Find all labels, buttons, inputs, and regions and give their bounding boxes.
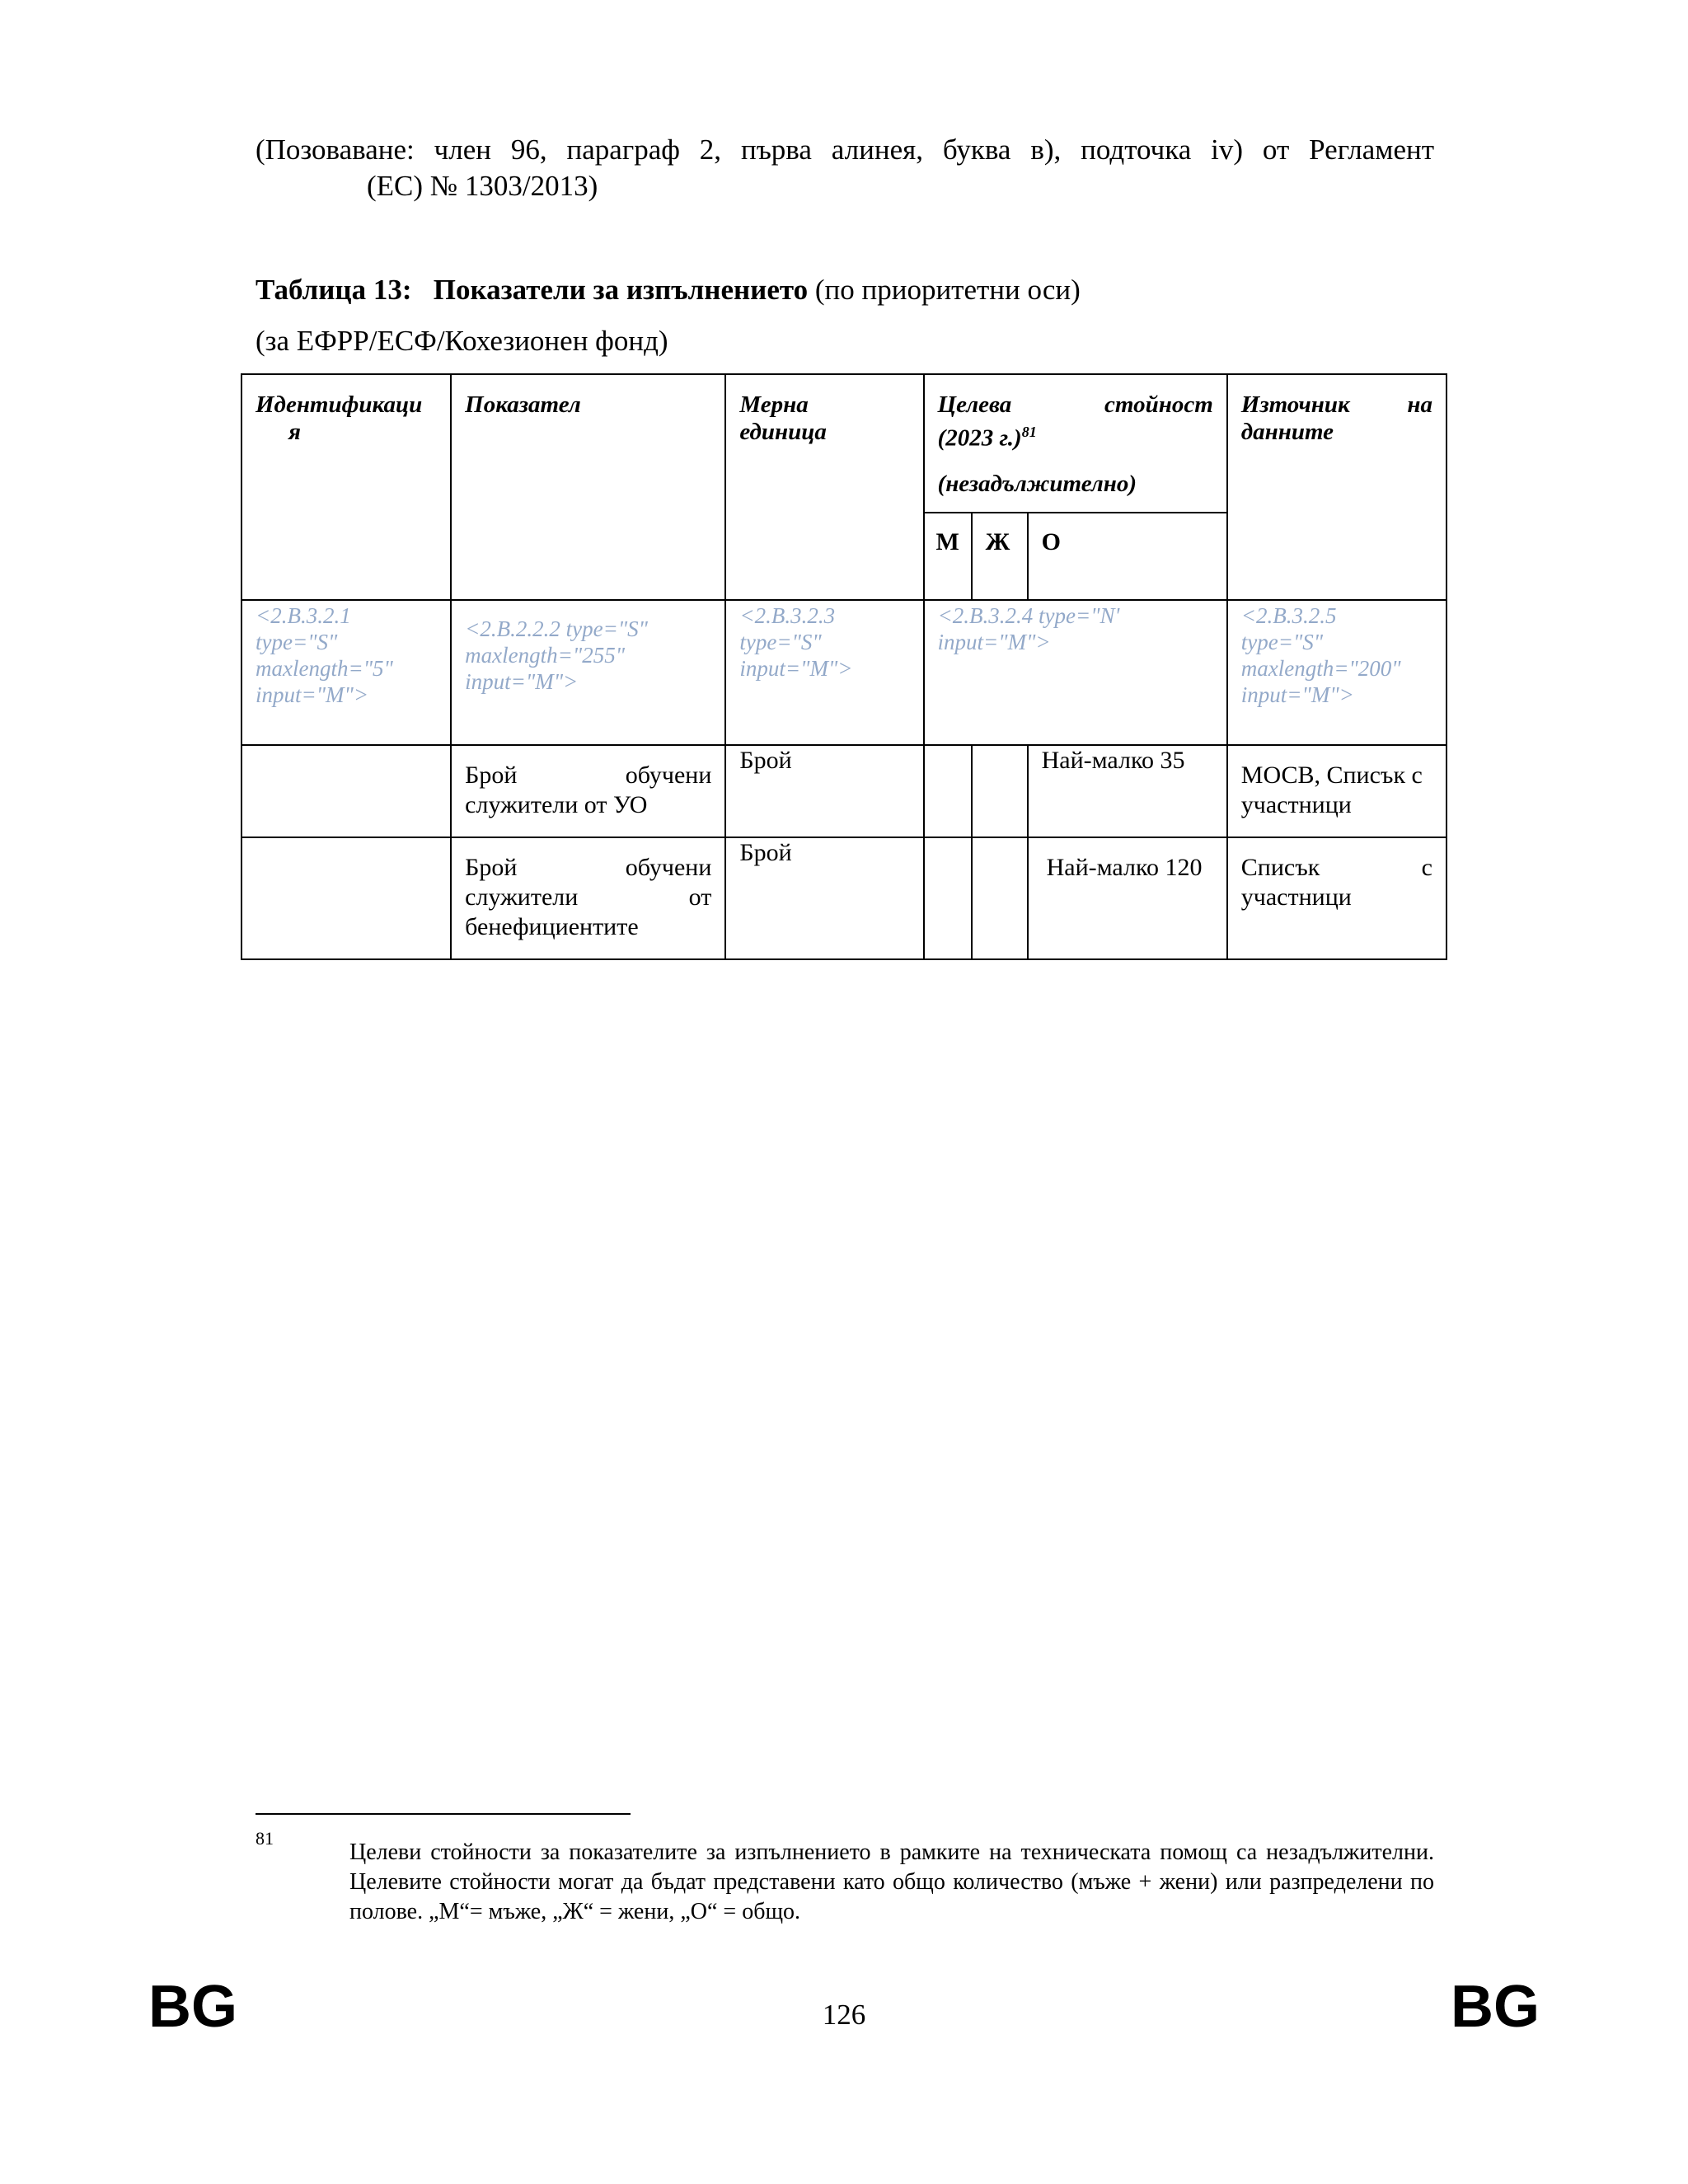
footnote-separator — [256, 1813, 631, 1815]
row1-men — [924, 745, 972, 837]
footnote-number: 81 — [256, 1828, 274, 1849]
row2-source: Списък с участници — [1227, 837, 1447, 959]
regulation-reference — [256, 132, 1434, 204]
tag-source: <2.B.3.2.5 type="S" maxlength="200" input="M"> — [1227, 600, 1447, 745]
tag-indicator: <2.B.2.2.2 type="S" maxlength="255" input="M"> — [451, 600, 725, 745]
row1-identification — [241, 745, 451, 837]
header-unit: Мерна единица — [725, 374, 923, 600]
table-caption — [256, 272, 1081, 308]
table-tag-row — [241, 600, 1447, 745]
table-title: Показатели за изпълнението — [433, 274, 809, 306]
tag-target: <2.B.3.2.4 type="N' input="M"> — [924, 600, 1227, 745]
row2-women — [972, 837, 1028, 959]
footnote-ref: 81 — [1021, 424, 1037, 440]
row1-unit: Брой — [725, 745, 923, 837]
row2-unit: Брой — [725, 837, 923, 959]
header-women: Ж — [972, 513, 1028, 600]
row2-identification — [241, 837, 451, 959]
table-subtitle: (за ЕФРР/ЕСФ/Кохезионен фонд) — [256, 325, 668, 357]
table-label: Таблица 13: — [256, 274, 412, 306]
reference-line-1: (Позоваване: член 96, параграф 2, първа алинея, буква в), подточка iv) от Регламент — [256, 134, 1434, 166]
page-number: 126 — [822, 1999, 866, 2031]
header-data-source: Източник на данните — [1227, 374, 1447, 600]
performance-indicators-table — [241, 373, 1447, 960]
header-indicator: Показател — [451, 374, 725, 600]
header-total: О — [1028, 513, 1227, 600]
row1-source: МОСВ, Списък с участници — [1227, 745, 1447, 837]
row1-women — [972, 745, 1028, 837]
header-target-value: Целева стойност (2023 г.)$^{81}$ (незадължително) — [924, 374, 1227, 513]
table-row — [241, 837, 1447, 959]
row1-total: Най-малко 35 — [1028, 745, 1227, 837]
row2-indicator: Брой обучени служители от бенефициентите — [451, 837, 725, 959]
language-mark-left: BG — [148, 1974, 237, 2040]
header-identification: Идентификаци я — [241, 374, 451, 600]
header-men: М — [924, 513, 972, 600]
tag-unit: <2.B.3.2.3 type="S" input="M"> — [725, 600, 923, 745]
row2-total: Най-малко 120 — [1028, 837, 1227, 959]
footnote-text: Целеви стойности за показателите за изпълнението в рамките на техническата помощ са незадължителни. Целевите стойности могат да бъдат представени като общо количество (мъже + жени) или разпределени по полове. „М“= мъже, „Ж“ = жени, „О“ = общо. — [349, 1840, 1434, 1924]
table-row — [241, 745, 1447, 837]
reference-line-2: (ЕС) № 1303/2013) — [367, 170, 598, 202]
table-header-row — [241, 374, 1447, 513]
language-mark-right: BG — [1451, 1974, 1540, 2040]
row2-men — [924, 837, 972, 959]
tag-identification: <2.B.3.2.1 type="S" maxlength="5" input="M"> — [241, 600, 451, 745]
row1-indicator: Брой обучени служители от УО — [451, 745, 725, 837]
table-title-suffix: (по приоритетни оси) — [808, 274, 1081, 306]
